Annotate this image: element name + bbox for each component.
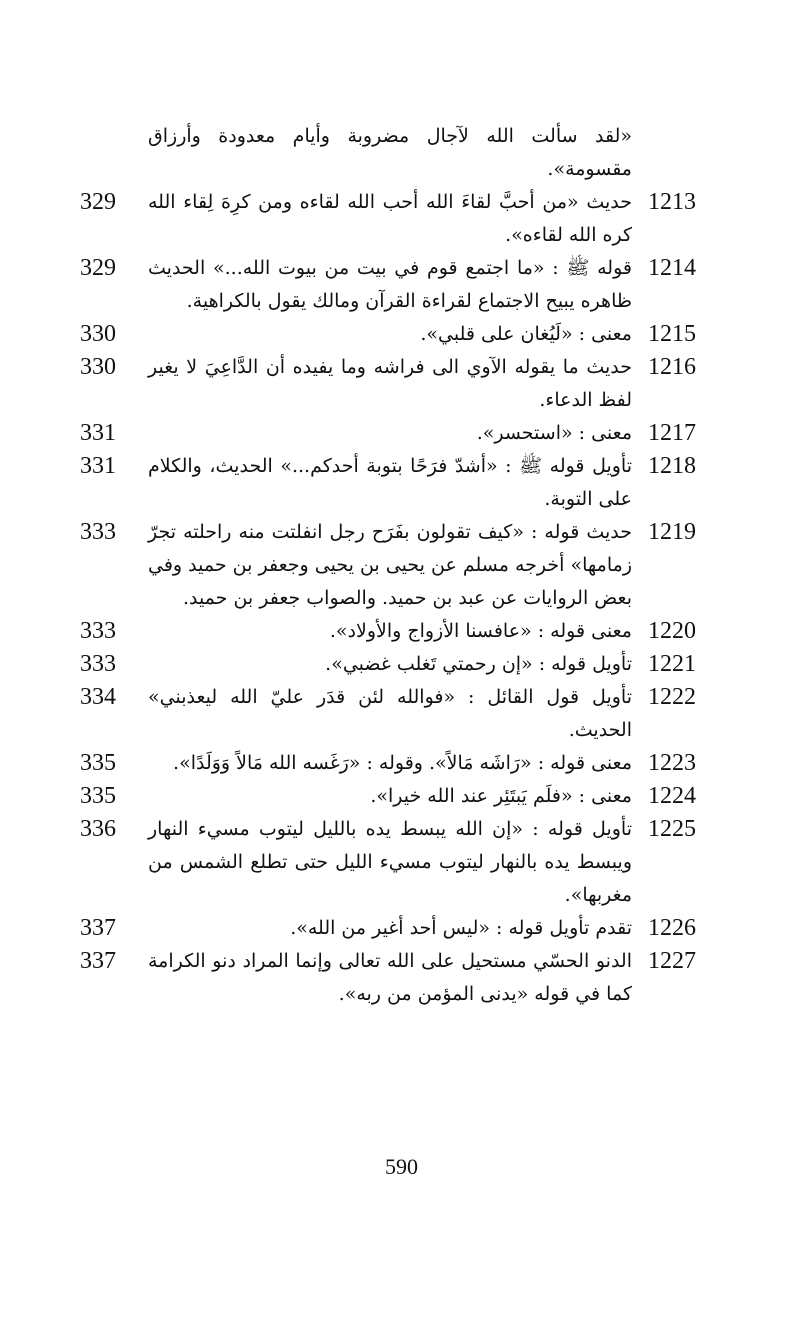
- page-reference: 335: [80, 783, 116, 809]
- index-entry: [0, 318, 803, 351]
- entry-text: معنى قوله : «رَاشَه مَالاً». وقوله : «رَغَسه الله مَالاً وَوَلَدًا».: [173, 752, 632, 774]
- index-entry: [0, 912, 803, 945]
- entry-text: معنى قوله : «عافسنا الأزواج والأولاد».: [329, 620, 632, 642]
- entry-text: تأويل قوله : «إن الله يبسط يده بالليل ليتوب مسيء النهار ويبسط يده بالنهار ليتوب مسيء الليل حتى تطلع الشمس من مغربها».: [148, 818, 632, 906]
- entry-text: تأويل قوله ﷺ : «أشدّ فرَحًا بتوبة أحدكم...» الحديث، والكلام على التوبة.: [148, 455, 632, 510]
- page-reference: 333: [80, 519, 116, 545]
- page-number-footer: 590: [385, 1154, 418, 1179]
- entry-number: 1215: [648, 321, 696, 347]
- entry-number: 1224: [648, 783, 696, 809]
- entry-number: 1217: [648, 420, 696, 446]
- page-reference: 333: [80, 651, 116, 677]
- page-reference: 334: [80, 684, 116, 710]
- index-entry: [0, 780, 803, 813]
- page-reference: 331: [80, 420, 116, 446]
- entry-number: 1226: [648, 915, 696, 941]
- entry-number: 1225: [648, 816, 696, 842]
- entry-number: 1221: [648, 651, 696, 677]
- index-entry: [0, 186, 803, 252]
- entry-number: 1219: [648, 519, 696, 545]
- page-reference: 335: [80, 750, 116, 776]
- page-reference: 329: [80, 255, 116, 281]
- index-entry: [0, 417, 803, 450]
- page-reference: 337: [80, 915, 116, 941]
- entry-text: قوله ﷺ : «ما اجتمع قوم في بيت من بيوت الله...» الحديث ظاهره يبيح الاجتماع لقراءة القرآن ومالك يقول بالكراهية.: [148, 257, 632, 312]
- page-reference: 329: [80, 189, 116, 215]
- page-reference: 336: [80, 816, 116, 842]
- entry-text: حديث ما يقوله الآوي الى فراشه وما يفيده أن الدَّاعِيَ لا يغير لفظ الدعاء.: [148, 356, 632, 411]
- entry-text: «لقد سألت الله لآجال مضروبة وأيام معدودة وأرزاق مقسومة».: [148, 125, 632, 180]
- index-entry: [0, 615, 803, 648]
- entry-number: 1222: [648, 684, 696, 710]
- index-entry: [0, 516, 803, 615]
- index-entry: [0, 681, 803, 747]
- entry-number: 1214: [648, 255, 696, 281]
- entry-text: معنى : «لَيُغان على قلبي».: [420, 323, 632, 345]
- entry-text: حديث «من أحبَّ لقاءَ الله أحب الله لقاءه ومن كرِهَ لِقاء الله كره الله لقاءه».: [148, 191, 632, 246]
- entry-text: الدنو الحسّي مستحيل على الله تعالى وإنما المراد دنو الكرامة كما في قوله «يدنى المؤمن من ربه».: [148, 950, 632, 1005]
- page-reference: 337: [80, 948, 116, 974]
- page-reference: 330: [80, 321, 116, 347]
- entry-number: 1218: [648, 453, 696, 479]
- entry-number: 1223: [648, 750, 696, 776]
- entry-number: 1220: [648, 618, 696, 644]
- index-entry-continuation: [0, 120, 803, 186]
- index-entry: [0, 945, 803, 1011]
- entry-text: معنى : «فلَم يَبتَئِر عند الله خيرا».: [370, 785, 632, 807]
- entry-text: حديث قوله : «كيف تقولون بفَرَح رجل انفلتت منه راحلته تجرّ زمامها» أخرجه مسلم عن يحيى بن يحيى وجعفر بن حميد وفي بعض الروايات عن عبد بن حميد. والصواب جعفر بن حميد.: [148, 521, 632, 609]
- entry-number: 1227: [648, 948, 696, 974]
- index-entry: [0, 351, 803, 417]
- index-entry: [0, 450, 803, 516]
- entry-text: تأويل قول القائل : «فوالله لئن قدَر عليّ الله ليعذبني» الحديث.: [148, 686, 632, 741]
- index-entry: [0, 747, 803, 780]
- index-entry: [0, 648, 803, 681]
- page-reference: 333: [80, 618, 116, 644]
- entry-text: معنى : «استحسر».: [476, 422, 632, 444]
- index-entry: [0, 813, 803, 912]
- page-reference: 331: [80, 453, 116, 479]
- index-list: [0, 120, 803, 1011]
- index-entry: [0, 252, 803, 318]
- page-reference: 330: [80, 354, 116, 380]
- entry-number: 1213: [648, 189, 696, 215]
- entry-number: 1216: [648, 354, 696, 380]
- entry-text: تقدم تأويل قوله : «ليس أحد أغير من الله».: [290, 917, 632, 939]
- entry-text: تأويل قوله : «إن رحمتي تَغلب غضبي».: [325, 653, 632, 675]
